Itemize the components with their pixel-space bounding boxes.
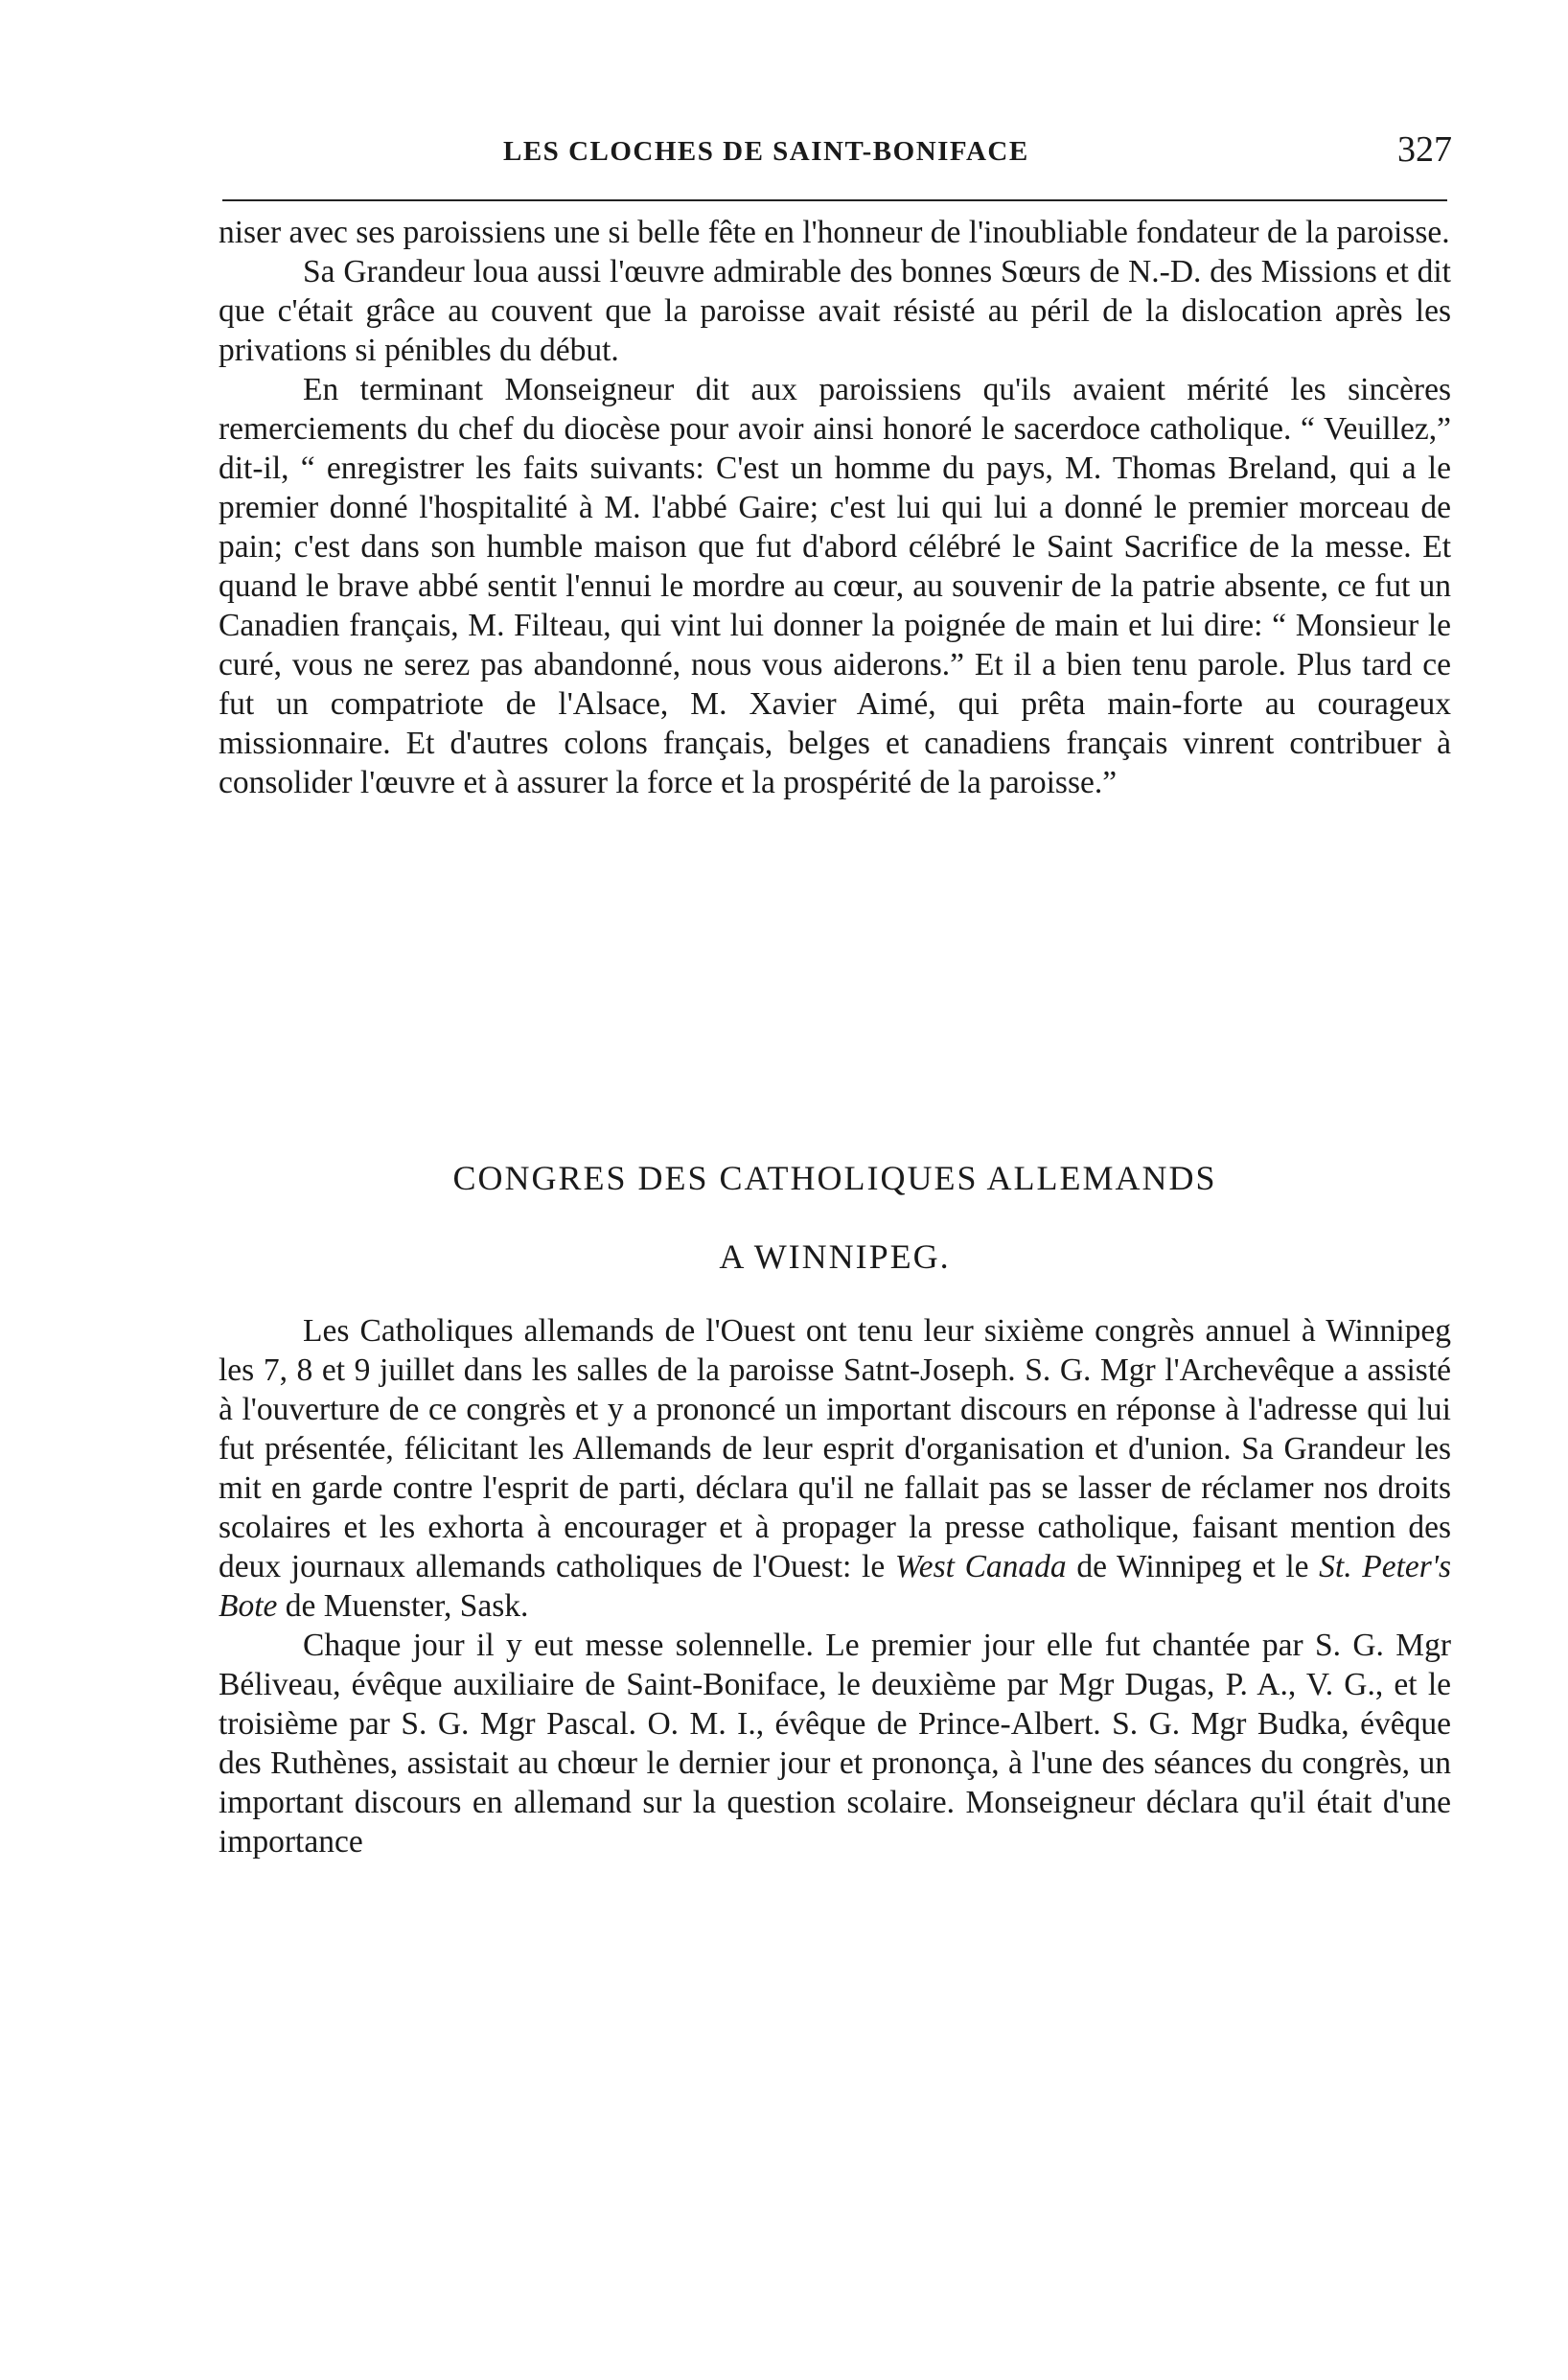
paragraph xyxy=(219,1311,1451,1626)
journal-title: West Canada xyxy=(894,1549,1067,1584)
section-subheading: A WINNIPEG. xyxy=(719,1237,951,1276)
section-2-text xyxy=(219,1311,1451,1861)
running-title: LES CLOCHES DE SAINT-BONIFACE xyxy=(503,136,1029,167)
paragraph: Sa Grandeur loua aussi l'œuvre admirable des bonnes Sœurs de N.-D. des Missions et dit que c'était grâce au couvent que la paroisse avait résisté au péril de la dislocation après les privations si pénibles du début. xyxy=(219,254,1451,368)
paragraph: En terminant Monseigneur dit aux paroissiens qu'ils avaient mérité les sincères remerciements du chef du diocèse pour avoir ainsi honoré le sacerdoce catholique. “ Veuillez,” dit-il, “ enregistrer les faits suivants: C'est un homme du pays, M. Thomas Breland, qui a le premier donné l'hospitalité à M. l'abbé Gaire; c'est lui qui lui a donné le premier morceau de pain; c'est dans son humble maison que fut d'abord célébré le Saint Sacrifice de la messe. Et quand le brave abbé sentit l'ennui le mordre au cœur, au souvenir de la patrie absente, ce fut un Canadien français, M. Filteau, qui vint lui donner la poignée de main et lui dire: “ Monsieur le curé, vous ne serez pas abandonné, nous vous aiderons.” Et il a bien tenu parole. Plus tard ce fut un compatriote de l'Alsace, M. Xavier Aimé, qui prêta main-forte au courageux missionnaire. Et d'autres colons français, belges et canadiens français vinrent contribuer à consolider l'œuvre et à assurer la force et la prospérité de la paroisse.” xyxy=(219,372,1451,800)
paragraph-text: de Winnipeg et le xyxy=(1076,1549,1309,1584)
paragraph: niser avec ses paroissiens une si belle fête en l'honneur de l'inoubliable fondateur de la paroisse. xyxy=(219,215,1450,250)
paragraph-text: de Muenster, Sask. xyxy=(285,1588,529,1624)
page-number: 327 xyxy=(1397,129,1452,170)
journal-title: St. Peter's Bote xyxy=(219,1549,1452,1624)
section-heading: CONGRES DES CATHOLIQUES ALLEMANDS xyxy=(452,1159,1217,1197)
paragraph: Chaque jour il y eut messe solennelle. Le premier jour elle fut chantée par S. G. Mgr Béliveau, évêque auxiliaire de Saint-Boniface, le deuxième par Mgr Dugas, P. A., V. G., et le troisième par S. G. Mgr Pascal. O. M. I., évêque de Prince-Albert. S. G. Mgr Budka, évêque des Ruthènes, assistait au chœur le dernier jour et prononça, à l'une des séances du congrès, un important discours en allemand sur la question scolaire. Monseigneur déclara qu'il était d'une importance xyxy=(219,1628,1451,1860)
header-rule xyxy=(222,199,1447,201)
section-1-text xyxy=(219,213,1451,802)
paragraph-text: Les Catholiques allemands de l'Ouest ont tenu leur sixième congrès annuel à Winnipeg les 7, 8 et 9 juillet dans les salles de la paroisse Satnt-Joseph. S. G. Mgr l'Archevêque a assisté à l'ouverture de ce congrès et y a prononcé un important discours en réponse à l'adresse qui lui fut présentée, félicitant les Allemands de leur esprit d'organisation et d'union. Sa Grandeur les mit en garde contre l'esprit de parti, déclara qu'il ne fallait pas se lasser de réclamer nos droits scolaires et les exhorta à encourager et à propager la presse catholique, faisant mention des deux journaux allemands catholiques de l'Ouest: le xyxy=(219,1313,1451,1584)
running-head xyxy=(216,125,1452,173)
